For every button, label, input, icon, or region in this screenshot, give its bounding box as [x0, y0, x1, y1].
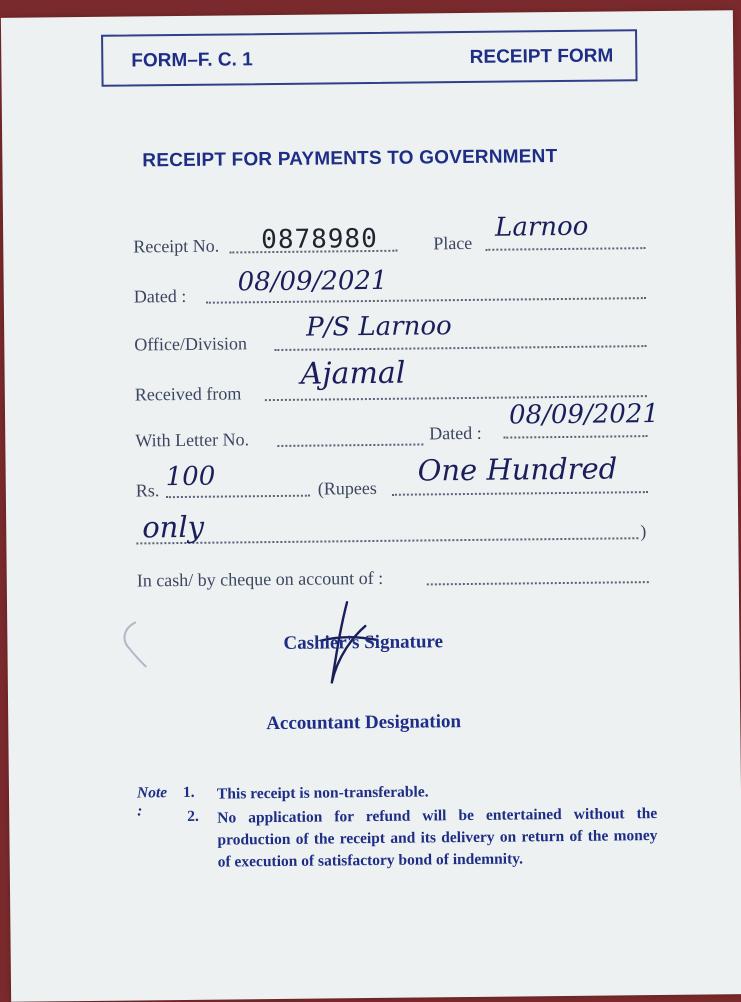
office-line	[274, 345, 646, 351]
rs-value: 100	[166, 462, 216, 493]
note-text: No application for refund will be entertained without the production of the receipt and its delivery on return of the money of execution of satisfactory bond of indemnity.	[217, 803, 658, 874]
amount-row	[136, 463, 696, 509]
receipt-no-value: 0878980	[261, 224, 378, 255]
amount-cont-line	[136, 537, 638, 544]
note-number: 1.	[183, 784, 195, 802]
dated-line	[206, 297, 646, 304]
account-row	[137, 559, 657, 604]
rupees-label: (Rupees	[318, 478, 377, 500]
form-header	[101, 29, 638, 87]
account-line	[427, 581, 649, 585]
receipt-no-label: Receipt No.	[133, 236, 219, 258]
rupees-words-cont: only	[142, 510, 204, 545]
dated-value: 08/09/2021	[237, 266, 387, 298]
place-line	[485, 247, 645, 251]
place-label: Place	[433, 233, 472, 254]
note-text: This receipt is non-transferable.	[217, 779, 657, 806]
cashier-signature-label: Cashier's Signature	[283, 631, 443, 655]
accountant-designation-label: Accountant Designation	[266, 711, 461, 735]
pen-mark	[115, 618, 156, 670]
letter-no-label: With Letter No.	[135, 429, 249, 451]
rupees-close: )	[640, 521, 646, 542]
letter-dated-value: 08/09/2021	[509, 399, 659, 431]
amount-cont-row	[136, 509, 656, 554]
rupees-words: One Hundred	[417, 451, 617, 487]
note-lead: Note :	[137, 784, 168, 820]
rs-line	[166, 495, 310, 499]
receipt-no-row	[133, 219, 653, 264]
office-value: P/S Larnoo	[306, 311, 452, 343]
rs-label: Rs.	[136, 480, 160, 501]
letter-dated-label: Dated :	[429, 423, 482, 445]
page-title: RECEIPT FOR PAYMENTS TO GOVERNMENT	[142, 146, 557, 172]
form-type: RECEIPT FORM	[470, 45, 614, 69]
received-from-label: Received from	[135, 383, 242, 405]
receipt-paper	[1, 10, 741, 1002]
letter-no-line	[277, 443, 423, 447]
place-value: Larnoo	[495, 212, 589, 243]
dated-row	[134, 269, 654, 314]
rupees-line	[392, 491, 648, 496]
account-label: In cash/ by cheque on account of :	[137, 568, 384, 592]
form-code: FORM–F. C. 1	[131, 49, 253, 72]
note-number: 2.	[187, 808, 199, 826]
dated-label: Dated :	[134, 286, 187, 308]
letter-dated-line	[503, 435, 647, 439]
received-from-value: Ajamal	[300, 356, 405, 392]
office-label: Office/Division	[134, 333, 247, 355]
